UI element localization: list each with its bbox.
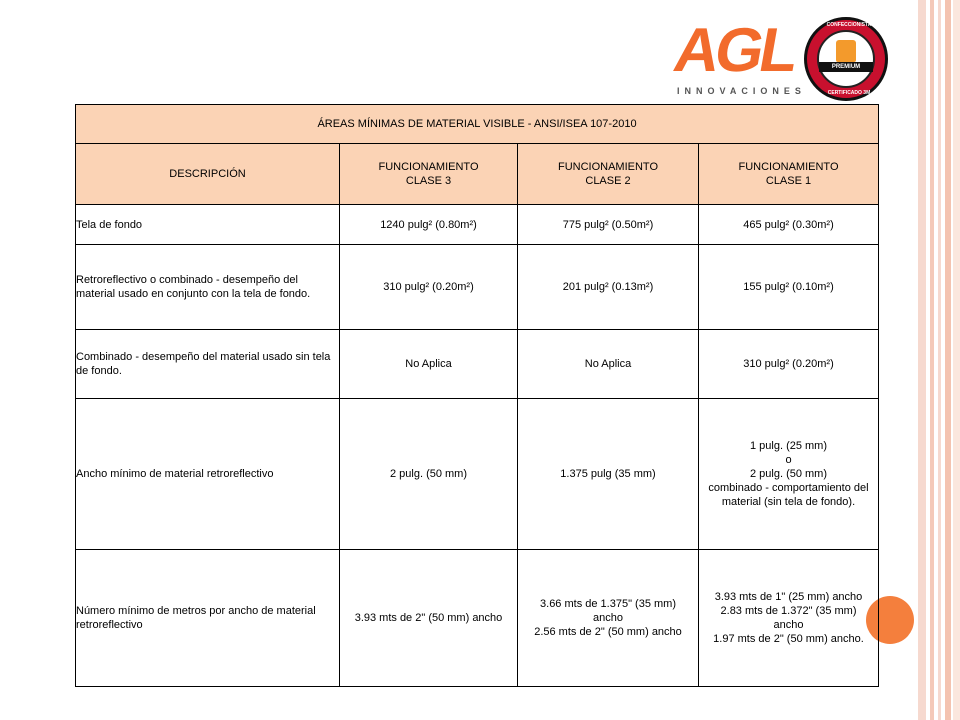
cell-line: 155 pulg² (0.10m²): [743, 281, 834, 293]
table-row: [76, 205, 879, 245]
class3-cell: [340, 245, 518, 330]
column-header-text: FUNCIONAMIENTO: [738, 161, 839, 173]
cell-line: ancho: [593, 612, 623, 624]
column-header-text: FUNCIONAMIENTO: [378, 161, 479, 173]
class2-cell: [518, 245, 699, 330]
class1-cell: [699, 245, 879, 330]
table-row: [76, 330, 879, 399]
class2-cell: [518, 399, 699, 550]
cell-line: 3.93 mts de 1" (25 mm) ancho: [714, 591, 863, 603]
cell-line: 310 pulg² (0.20m²): [383, 281, 474, 293]
seal-inner-circle: [817, 30, 875, 88]
table-row: [76, 550, 879, 687]
class1-cell: [699, 205, 879, 245]
decorative-stripe: [918, 0, 926, 720]
class1-cell: [699, 550, 879, 687]
class3-cell: [340, 205, 518, 245]
logo-subtitle: INNOVACIONES: [677, 86, 806, 96]
decorative-stripe: [938, 0, 941, 720]
decorative-stripe: [945, 0, 951, 720]
description-cell: Combinado - desempeño del material usado sin tela de fondo.: [76, 330, 340, 399]
seal-top-text: CONFECCIONISTA: [826, 22, 872, 28]
cell-line: 2 pulg. (50 mm): [389, 468, 468, 480]
table-row: [76, 399, 879, 550]
certification-seal: [804, 17, 888, 101]
cell-line: 775 pulg² (0.50m²): [562, 218, 654, 231]
cell-line: 310 pulg² (0.20m²): [743, 358, 834, 370]
table-header-row: [76, 144, 879, 205]
cell-line: 201 pulg² (0.13m²): [562, 281, 654, 293]
class3-cell: [340, 399, 518, 550]
description-cell: Retroreflectivo o combinado - desempeño del material usado en conjunto con la tela de fondo.: [76, 245, 340, 330]
description-cell: Ancho mínimo de material retroreflectivo: [76, 399, 340, 550]
cell-line: 2.83 mts de 1.372" (35 mm): [720, 605, 857, 617]
column-header: [76, 144, 340, 205]
cell-line: 3.93 mts de 2" (50 mm) ancho: [354, 612, 503, 624]
class1-cell: [699, 330, 879, 399]
cell-line: o: [785, 454, 792, 466]
minimum-areas-table: [75, 104, 879, 687]
cell-line: ancho: [773, 619, 804, 631]
column-header-text: CLASE 1: [765, 175, 812, 187]
cell-line: 1240 pulg² (0.80m²): [380, 218, 477, 231]
cell-line: 1.375 pulg (35 mm): [560, 468, 656, 480]
column-header-text: FUNCIONAMIENTO: [557, 161, 659, 173]
table-body: [76, 205, 879, 687]
cell-line: material (sin tela de fondo).: [721, 496, 856, 508]
table-title: ÁREAS MÍNIMAS DE MATERIAL VISIBLE - ANSI/ISEA 107-2010: [76, 105, 879, 144]
class3-cell: [340, 550, 518, 687]
decorative-stripe: [930, 0, 934, 720]
description-cell: Tela de fondo: [76, 205, 340, 245]
agl-logo: [669, 16, 806, 102]
description-cell: Número mínimo de metros por ancho de material retroreflectivo: [76, 550, 340, 687]
cell-line: No Aplica: [584, 358, 632, 370]
column-header-text: CLASE 3: [405, 175, 452, 187]
decorative-stripe: [953, 0, 960, 720]
logo-wordmark: AGL: [669, 16, 801, 85]
cell-line: 1 pulg. (25 mm): [749, 440, 828, 452]
class2-cell: [518, 205, 699, 245]
cell-line: 465 pulg² (0.30m²): [743, 218, 834, 231]
cell-line: 2 pulg. (50 mm): [749, 468, 828, 480]
cell-line: 2.56 mts de 2" (50 mm) ancho: [534, 626, 682, 638]
table-row: [76, 245, 879, 330]
class3-cell: [340, 330, 518, 399]
column-header-text: CLASE 2: [585, 175, 631, 187]
cell-line: combinado - comportamiento del: [708, 482, 869, 494]
vest-icon: [836, 40, 856, 62]
class2-cell: [518, 330, 699, 399]
column-header-text: DESCRIPCIÓN: [169, 168, 246, 180]
class2-cell: [518, 550, 699, 687]
seal-bottom-text: CERTIFICADO 3M: [827, 90, 871, 96]
class1-cell: [699, 399, 879, 550]
column-header: [699, 144, 879, 205]
column-header: [340, 144, 518, 205]
cell-line: 3.66 mts de 1.375" (35 mm): [540, 598, 676, 610]
cell-line: 1.97 mts de 2" (50 mm) ancho.: [713, 633, 864, 645]
column-header: [518, 144, 699, 205]
cell-line: No Aplica: [405, 358, 452, 370]
seal-band-text: PREMIUM: [819, 62, 873, 72]
